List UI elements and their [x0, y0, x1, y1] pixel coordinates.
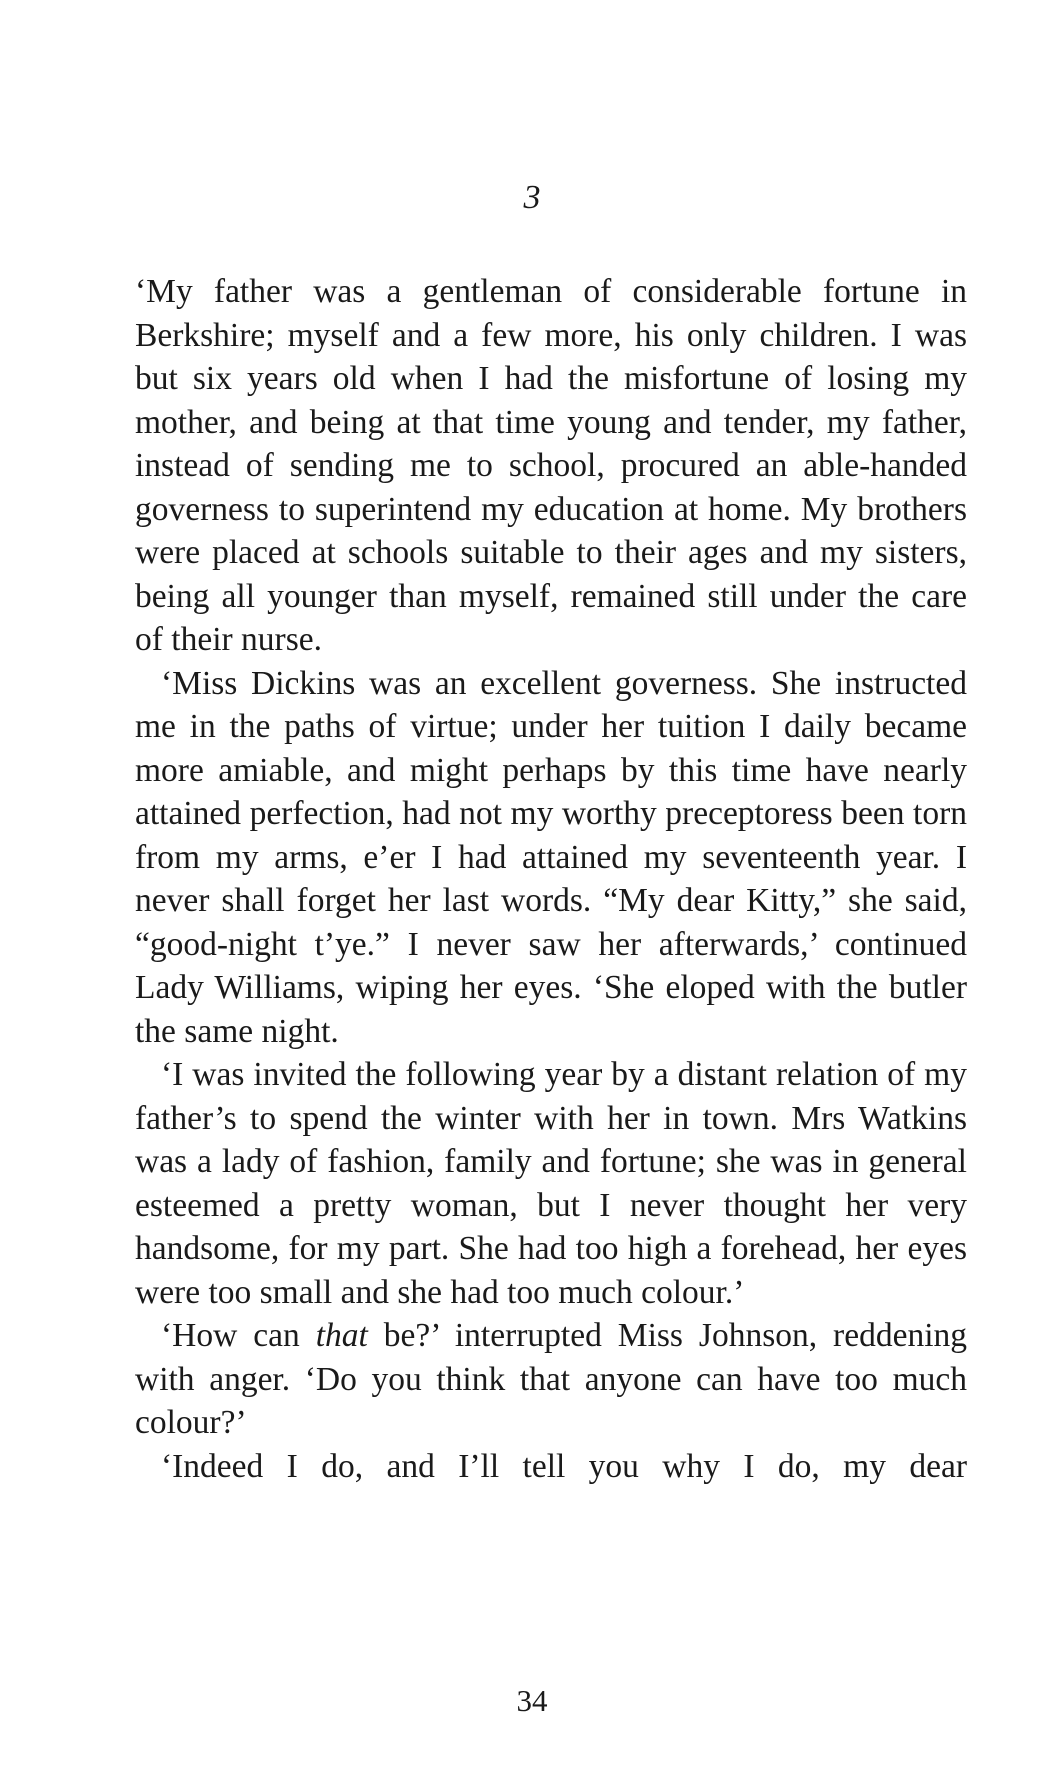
paragraph-2: ‘Miss Dickins was an excellent governess. She instructed me in the paths of virtue; under her tuition I daily became more amiable, and might perhaps by this time have nearly attained perfection, had not my worthy preceptoress been torn from my arms, e’er I had attained my seventeenth year. I never shall forget her last words. “My dear Kitty,” she said, “good-night t’ye.” I never saw her afterwards,’ continued Lady Williams, wiping her eyes. ‘She eloped with the butler the same night. [135, 664, 967, 1050]
chapter-number: 3 [523, 179, 541, 216]
paragraph-4-after: be?’ interrupted Miss Johnson, reddening with anger. ‘Do you think that anyone can have too much colour?’ [135, 1317, 968, 1441]
paragraph-4 [135, 1314, 967, 1445]
paragraph-3: ‘I was invited the following year by a distant relation of my father’s to spend the winter with her in town. Mrs Watkins was a lady of fashion, family and fortune; she was in general esteemed a pretty woman, but I never thought her very handsome, for my part. She had too high a forehead, her eyes were too small and she had too much colour.’ [135, 1056, 967, 1311]
paragraph-1: ‘My father was a gentleman of considerable fortune in Berkshire; myself and a few more, his only children. I was but six years old when I had the misfortune of losing my mother, and being at that time young and tender, my father, instead of sending me to school, procured an able-handed governess to superintend my education at home. My brothers were placed at schools suitable to their ages and my sisters, being all younger than myself, remained still under the care of their nurse. [135, 273, 967, 658]
body-text [135, 270, 967, 1488]
paragraph-4-emphasis: that [315, 1317, 368, 1354]
paragraph-5: ‘Indeed I do, and I’ll tell you why I do, my dear [161, 1447, 967, 1485]
paragraph-4-before: ‘How can [161, 1317, 316, 1354]
page-number: 34 [516, 1683, 548, 1718]
